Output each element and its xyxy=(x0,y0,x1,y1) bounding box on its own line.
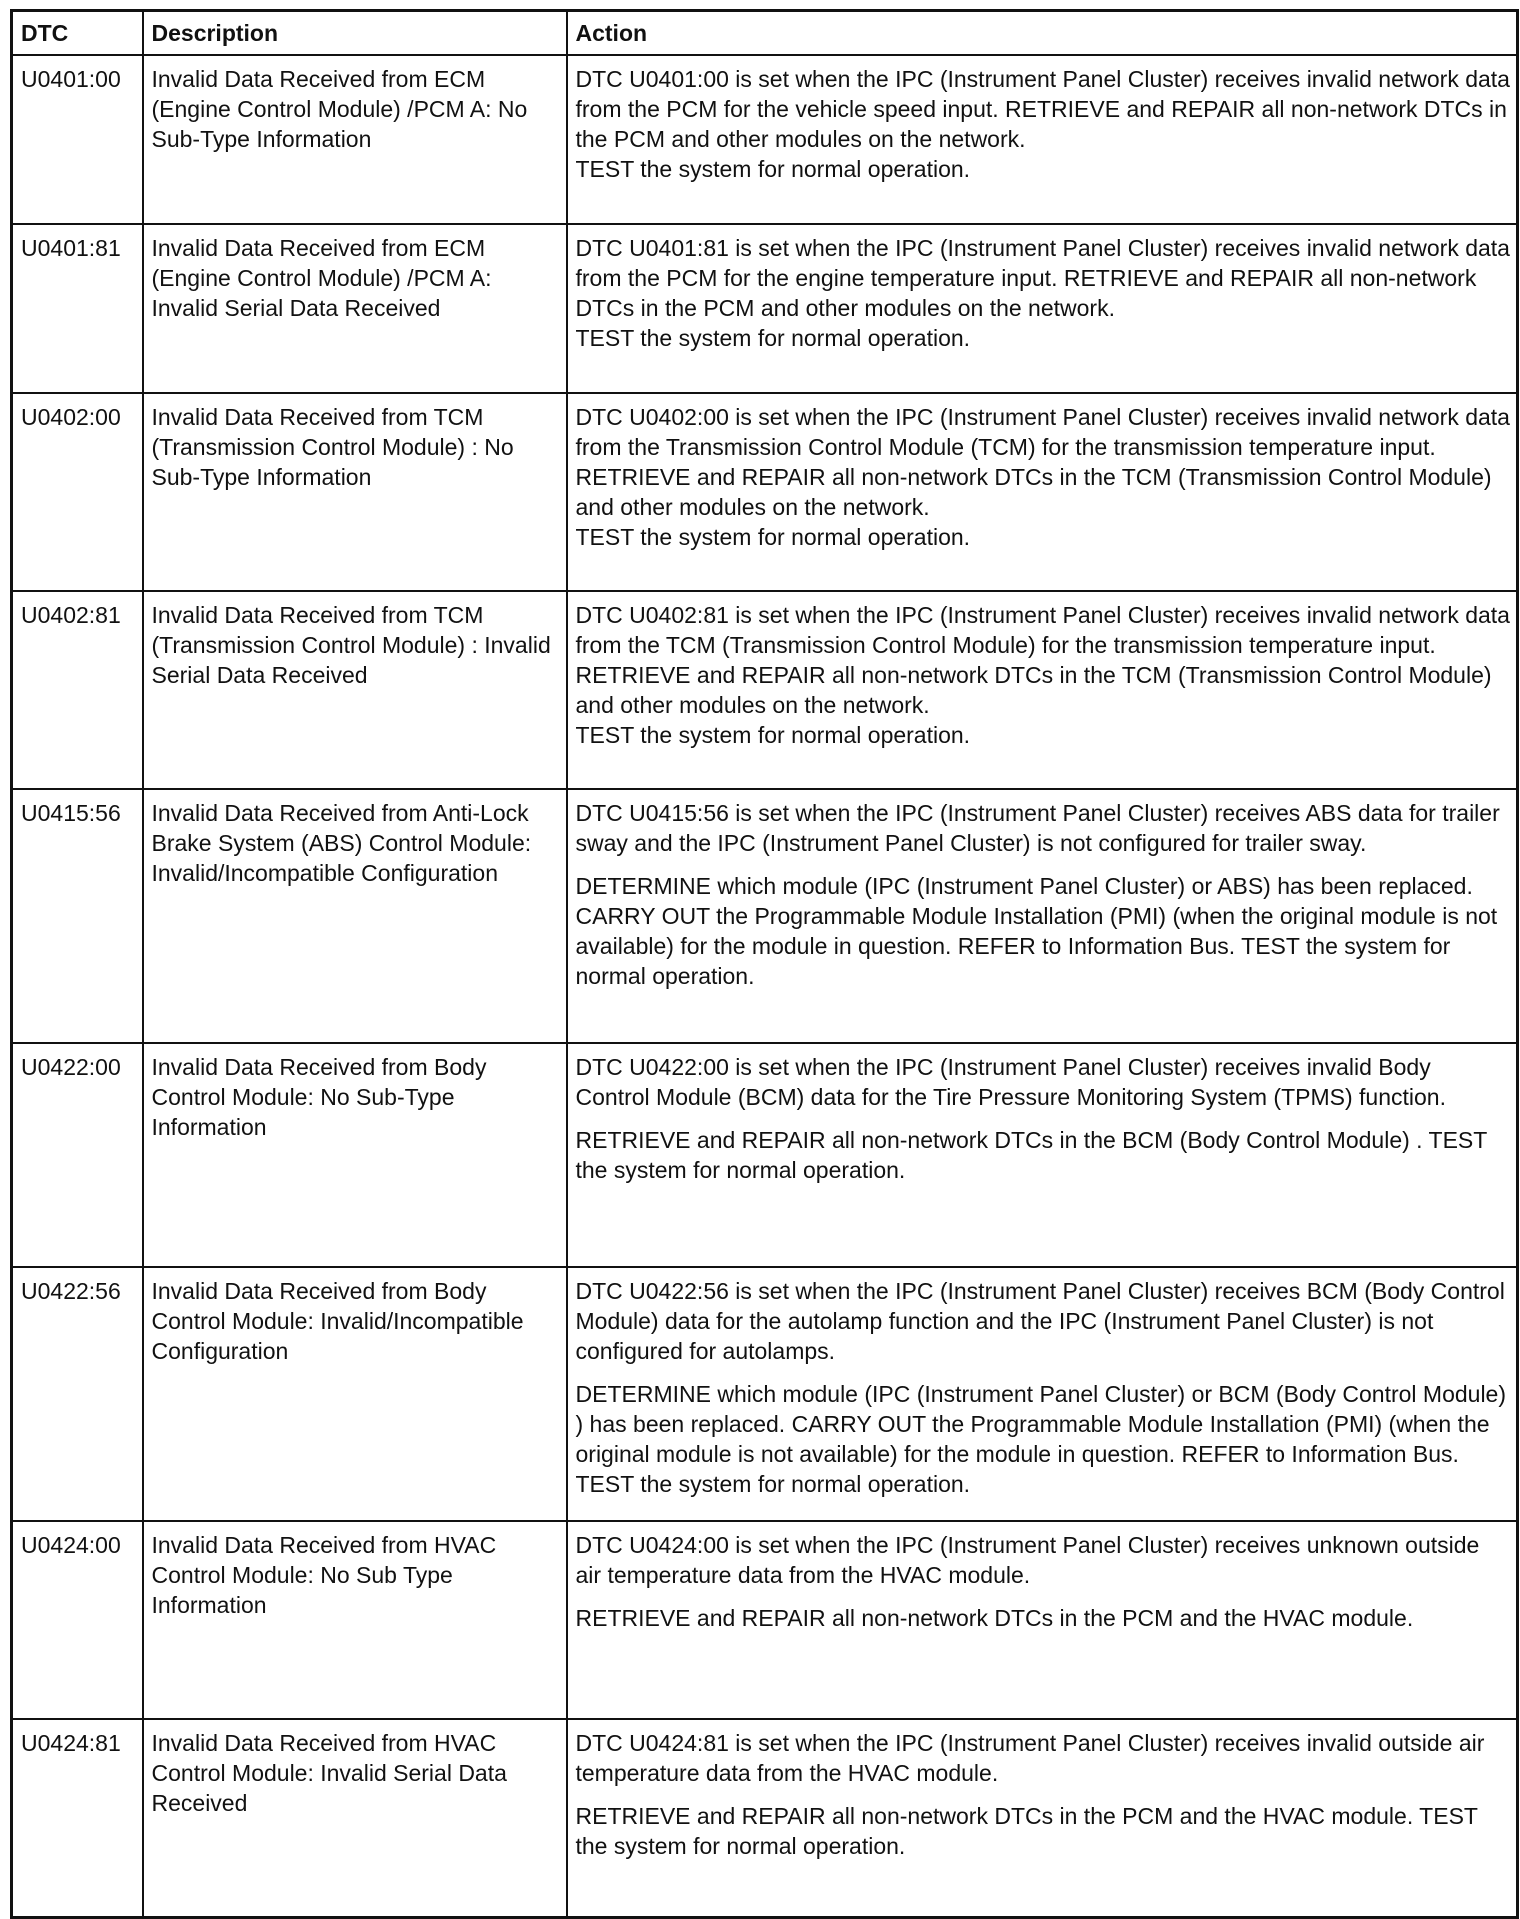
header-dtc: DTC xyxy=(12,11,143,56)
action-paragraph: DETERMINE which module (IPC (Instrument Panel Cluster) or ABS) has been replaced. CARRY OUT the Programmable Module Installation (PMI) (when the original module is not available) for the module in question. REFER to Information Bus. TEST the system for normal operation. xyxy=(575,873,1498,989)
dtc-code: U0415:56 xyxy=(12,789,143,1043)
dtc-action xyxy=(567,224,1518,393)
dtc-action xyxy=(567,591,1518,789)
dtc-description: Invalid Data Received from TCM (Transmission Control Module) : Invalid Serial Data Received xyxy=(143,591,567,789)
action-paragraph: RETRIEVE and REPAIR all non-network DTCs in the PCM and the HVAC module. TEST the system for normal operation. xyxy=(575,1803,1478,1859)
table-row xyxy=(12,224,1518,393)
table-header-row xyxy=(12,11,1518,56)
dtc-table xyxy=(10,9,1519,1919)
dtc-description: Invalid Data Received from HVAC Control Module: No Sub Type Information xyxy=(143,1521,567,1719)
dtc-action xyxy=(567,1719,1518,1917)
action-paragraph: DTC U0402:81 is set when the IPC (Instrument Panel Cluster) receives invalid network data from the TCM (Transmission Control Module) for the transmission temperature input. RETRIEVE and REPAIR all non-network DTCs in the TCM (Transmission Control Module) and other modules on the network. TEST the system for normal operation. xyxy=(575,602,1510,748)
dtc-action xyxy=(567,789,1518,1043)
dtc-description: Invalid Data Received from TCM (Transmission Control Module) : No Sub-Type Information xyxy=(143,393,567,591)
action-paragraph: DTC U0422:00 is set when the IPC (Instrument Panel Cluster) receives invalid Body Control Module (BCM) data for the Tire Pressure Monitoring System (TPMS) function. xyxy=(575,1054,1446,1110)
action-paragraph: RETRIEVE and REPAIR all non-network DTCs in the PCM and the HVAC module. xyxy=(575,1605,1414,1631)
dtc-description: Invalid Data Received from Anti-Lock Brake System (ABS) Control Module: Invalid/Incompatible Configuration xyxy=(143,789,567,1043)
dtc-action xyxy=(567,1267,1518,1521)
header-action: Action xyxy=(567,11,1518,56)
dtc-action xyxy=(567,55,1518,224)
dtc-code: U0424:81 xyxy=(12,1719,143,1917)
dtc-code: U0402:81 xyxy=(12,591,143,789)
dtc-description: Invalid Data Received from ECM (Engine Control Module) /PCM A: No Sub-Type Information xyxy=(143,55,567,224)
table-row xyxy=(12,591,1518,789)
dtc-action xyxy=(567,1043,1518,1267)
dtc-code: U0401:00 xyxy=(12,55,143,224)
table-row xyxy=(12,1521,1518,1719)
dtc-code: U0422:00 xyxy=(12,1043,143,1267)
dtc-code: U0422:56 xyxy=(12,1267,143,1521)
table-row xyxy=(12,1719,1518,1917)
table-body xyxy=(12,55,1518,1917)
dtc-description: Invalid Data Received from Body Control Module: Invalid/Incompatible Configuration xyxy=(143,1267,567,1521)
dtc-action xyxy=(567,393,1518,591)
action-paragraph: DETERMINE which module (IPC (Instrument Panel Cluster) or BCM (Body Control Module) ) has been replaced. CARRY OUT the Programmable Module Installation (PMI) (when the original module is not available) for the module in question. REFER to Information Bus. TEST the system for normal operation. xyxy=(575,1381,1507,1497)
dtc-document xyxy=(10,9,1516,1906)
action-paragraph: DTC U0424:81 is set when the IPC (Instrument Panel Cluster) receives invalid outside air temperature data from the HVAC module. xyxy=(575,1730,1485,1786)
dtc-action xyxy=(567,1521,1518,1719)
action-paragraph: DTC U0401:00 is set when the IPC (Instrument Panel Cluster) receives invalid network data from the PCM for the vehicle speed input. RETRIEVE and REPAIR all non-network DTCs in the PCM and other modules on the network. TEST the system for normal operation. xyxy=(575,66,1510,182)
action-paragraph: DTC U0424:00 is set when the IPC (Instrument Panel Cluster) receives unknown outside air temperature data from the HVAC module. xyxy=(575,1532,1480,1588)
table-row xyxy=(12,1267,1518,1521)
table-row xyxy=(12,789,1518,1043)
action-paragraph: RETRIEVE and REPAIR all non-network DTCs in the BCM (Body Control Module) . TEST the system for normal operation. xyxy=(575,1127,1487,1183)
dtc-code: U0402:00 xyxy=(12,393,143,591)
action-paragraph: DTC U0402:00 is set when the IPC (Instrument Panel Cluster) receives invalid network data from the Transmission Control Module (TCM) for the transmission temperature input. RETRIEVE and REPAIR all non-network DTCs in the TCM (Transmission Control Module) and other modules on the network. TEST the system for normal operation. xyxy=(575,404,1510,550)
dtc-description: Invalid Data Received from ECM (Engine Control Module) /PCM A: Invalid Serial Data Received xyxy=(143,224,567,393)
dtc-description: Invalid Data Received from Body Control Module: No Sub-Type Information xyxy=(143,1043,567,1267)
table-row xyxy=(12,1043,1518,1267)
dtc-description: Invalid Data Received from HVAC Control Module: Invalid Serial Data Received xyxy=(143,1719,567,1917)
dtc-code: U0401:81 xyxy=(12,224,143,393)
action-paragraph: DTC U0401:81 is set when the IPC (Instrument Panel Cluster) receives invalid network data from the PCM for the engine temperature input. RETRIEVE and REPAIR all non-network DTCs in the PCM and other modules on the network. TEST the system for normal operation. xyxy=(575,235,1510,351)
header-description: Description xyxy=(143,11,567,56)
action-paragraph: DTC U0415:56 is set when the IPC (Instrument Panel Cluster) receives ABS data for trailer sway and the IPC (Instrument Panel Cluster) is not configured for trailer sway. xyxy=(575,800,1500,856)
table-row xyxy=(12,393,1518,591)
dtc-code: U0424:00 xyxy=(12,1521,143,1719)
table-row xyxy=(12,55,1518,224)
action-paragraph: DTC U0422:56 is set when the IPC (Instrument Panel Cluster) receives BCM (Body Control Module) data for the autolamp function and the IPC (Instrument Panel Cluster) is not configured for autolamps. xyxy=(575,1278,1505,1364)
